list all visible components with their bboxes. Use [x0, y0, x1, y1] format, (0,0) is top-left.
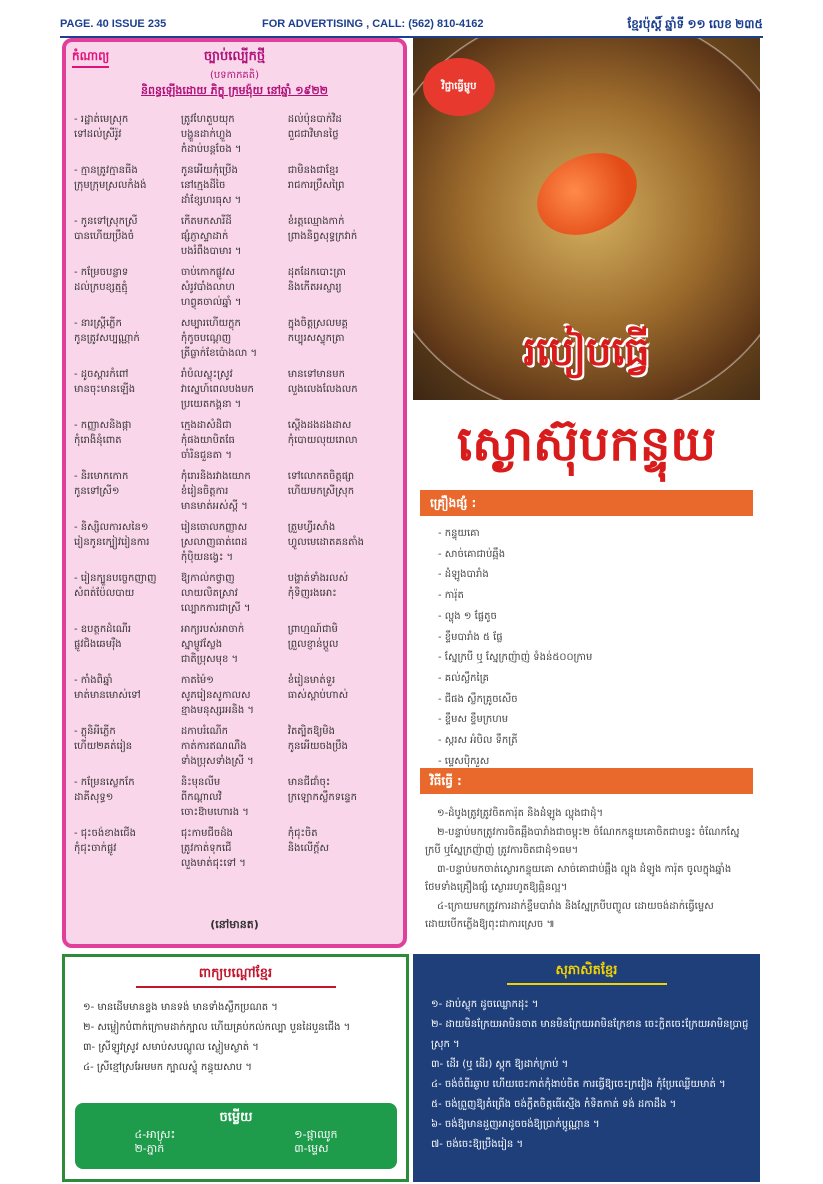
page-header: [60, 14, 763, 36]
stanza-column: [288, 214, 395, 265]
poem-line: ព្រាហ្មណ៍ជាមិ: [287, 624, 338, 635]
stanza-column: [74, 724, 181, 775]
poem-line: ផ្សំភ្ញាស្ទាដាក់: [180, 231, 229, 242]
answer-box: [75, 1103, 397, 1169]
poem-stanza: [74, 826, 395, 877]
poem-line: កុំជុះចាក់ផ្លូវ: [74, 843, 117, 854]
ingredient-item: - សាច់គោជាប់ឆ្អឹង: [438, 548, 506, 560]
recipe-title-line1: របៀបធ្វើ: [523, 329, 650, 375]
poem-line: ហ្វូលមេដោតគនតាំង: [287, 537, 364, 548]
poem-line: និះមុនលីម: [180, 777, 221, 788]
poem-line: កុំជុះចិត: [287, 828, 318, 839]
masthead: ខ្មែរប៉ុស្ដិ៍ ឆ្នាំទី ១១ លេខ ២៣៥: [627, 17, 763, 31]
recipe-badge: វិជ្ជាធ្វើម្ហូប: [423, 58, 495, 116]
poem-line: កប្បុរសស្ទុកត្រា: [287, 333, 345, 344]
stanza-column: [74, 622, 181, 673]
stanza-column: [181, 826, 288, 877]
poem-line: មាត់មានមោស់ទៅ: [74, 690, 141, 701]
poem-line: រាំបំលស្លុះស្រូវ: [180, 369, 233, 380]
poem-line: មានចុះមានឡើង: [74, 384, 136, 395]
stanza-column: [74, 316, 181, 367]
stanza-column: [288, 112, 395, 163]
poem-line: កើតមកសារីដី: [180, 216, 232, 227]
poem-line: កាតម៉ៃ១: [180, 675, 214, 686]
stanza-column: [74, 673, 181, 724]
riddles-box: [62, 954, 409, 1182]
stanza-column: [288, 673, 395, 724]
saying-item: ៧- ចង់ចេះឱ្យប្រឹងរៀន ។: [431, 1139, 524, 1150]
stanza-column: [181, 214, 288, 265]
poem-line: មានទៅមានមក: [287, 369, 345, 380]
poem-line: បង្ហួនដាក់ហ្លួង: [180, 129, 232, 140]
poem-line: ក្មេងដាសំដិជា: [180, 420, 232, 431]
saying-item: ៦- ចង់ឱ្យមានដួញអាដូចចង់ឱ្យប្រាក់ប្ដូណ្ណាន ។: [431, 1119, 600, 1130]
recipe-title-line2: ស្ងោស៊ុបកន្ទុយ: [457, 416, 716, 472]
stanza-column: [288, 724, 395, 775]
poem-line: - និរមោកកោក: [74, 471, 129, 482]
poem-line: កំដាប់បន្តចែង ។: [180, 144, 242, 155]
poem-stanzas: [74, 112, 395, 877]
poem-stanza: [74, 673, 395, 724]
stanza-column: [288, 826, 395, 877]
saying-item: ៥- ចង់ព្រួញឱ្យតំព្រើង ចង់ក្លឹតចិត្តធើស្មើង កំទិតកាត់ ទង់ ដកាដឹង ។: [431, 1099, 677, 1110]
ingredients-heading: គ្រឿងផ្សំ :: [420, 490, 753, 516]
ingredient-item: - ស្ករស អំបិល ទឹកត្រី: [438, 735, 518, 747]
poem-line: កាត់ការឥណណឺង: [180, 741, 247, 752]
poem-stanza: [74, 622, 395, 673]
poem-line: ហើយមកស្រីស្រុក: [287, 486, 355, 497]
poem-line: ផ្លូវជិងឆេមរ៉ឺង: [74, 639, 122, 650]
stanza-column: [181, 418, 288, 469]
poem-line: ព្រាងនិព្ធសុទ្ធក្រវាក់: [287, 231, 358, 242]
poem-line: - កម្រែចបន្លាទ: [74, 267, 129, 278]
stanza-column: [288, 571, 395, 622]
poem-line: កុំទិញរងអោះ: [287, 588, 337, 599]
poem-stanza: [74, 265, 395, 316]
poem-line: មានមាត់អស់ស្ដី ។: [180, 501, 248, 512]
poem-stanza: [74, 316, 395, 367]
poem-line: កុំបុិយនង្វេះ ។: [180, 552, 234, 563]
stanza-column: [74, 112, 181, 163]
poem-line: ចោះឱាមហោរង ។: [180, 807, 249, 818]
stanza-column: [181, 112, 288, 163]
stanza-column: [288, 469, 395, 520]
poem-line: ដាំខ្សែហរធុស ។: [180, 195, 242, 206]
ingredient-item: - គល់ស្លឹកគ្រៃ: [438, 672, 490, 684]
poem-line: សូភរៀនសូកាលស: [180, 690, 251, 701]
stanza-column: [288, 316, 395, 367]
poem-stanza: [74, 367, 395, 418]
poem-line: កុំបោយលុយរោលា: [287, 435, 358, 446]
ingredient-item: - ការ៉ុត: [438, 590, 464, 602]
saying-item: ២- ដាយមិនក្រែយអាមិនចាត មានមិនក្រែយអាមិនក្រែខាន ចេះក្លិតចេះក្រែយអាមិនប្រាជ្ញ ស្រុក ។: [431, 1019, 749, 1050]
poem-line: ខំរៀនមាត់ទួរ: [287, 675, 336, 686]
poem-line: លាយលិតស្រាវ: [180, 588, 238, 599]
poem-line: ចាំរិនជួនតា ។: [180, 450, 232, 461]
stanza-column: [74, 163, 181, 214]
poem-line: ខំរត្តឈ្មោងកាក់: [287, 216, 345, 227]
ingredient-item: - កន្ទុយគោ: [438, 528, 480, 539]
poem-stanza: [74, 214, 395, 265]
poem-line: កូនអើយចងប្រឹង: [287, 741, 348, 752]
poem-line: ដាគីសុទ្ធ១: [74, 792, 114, 803]
saying-item: ៤- ចង់ចំពីរឆ្ងាប ហើយចេះកាត់កុំងាប់ចិត ការធ្វើឱ្យចេះក្រវៀង កុំប្រែឈ្លើយមាត់ ។: [431, 1079, 726, 1090]
poem-line: បង្ហាត់ទាំងរលស់: [287, 573, 349, 584]
poem-line: ល្បោកការជាស្រី ។: [180, 603, 251, 614]
saying-item: ១- ដាប់ស្លុក ដូចឈ្លោកដុះ ។: [431, 999, 539, 1010]
riddle-item: ១- មានដើមមានខ្ទង មានទង់ មានទាំងស្លឹកប្រណត ។: [83, 1002, 278, 1013]
stanza-column: [74, 826, 181, 877]
answer-item: ៤-អាស្រះ: [134, 1128, 176, 1141]
poem-line: វិតត្បិតឱ្យមិង: [287, 726, 335, 737]
stanza-column: [181, 163, 288, 214]
poem-line: ពីកណ្ដាលវិ: [180, 792, 222, 803]
poem-line: ខំរៀនចិត្តការ: [180, 486, 229, 497]
poem-line: - ជុះចង់ខាងជើង: [74, 828, 136, 839]
poem-line: រៀនចោលកញ្ញាស: [180, 522, 248, 533]
poem-line: - កូនទៅស្រុកស្រី: [74, 216, 138, 227]
advertising-line: FOR ADVERTISING , CALL: (562) 810-4162: [262, 18, 484, 30]
poem-line: កូនទៅស្រី១: [74, 486, 120, 497]
answer-item: ៣-ម្ទេស: [294, 1142, 329, 1155]
poem-line: - ឧបត្ថកដំណើរ: [74, 624, 132, 635]
poem-line: មានជីជាំចុះ: [287, 777, 331, 788]
stanza-column: [181, 367, 288, 418]
stanza-column: [181, 571, 288, 622]
answers-right: [294, 1128, 337, 1156]
stanza-column: [74, 418, 181, 469]
riddle-item: ៤- ស្រីខ្មៅស្រអែមមក ក្បាលស្ទុំ កន្ធុយសាប ។: [83, 1062, 252, 1073]
poem-continued: (នៅមានត): [210, 918, 259, 931]
riddles-list: [83, 998, 406, 1078]
poem-line: ខ្មាងមនុស្សរអនិង ។: [180, 705, 254, 716]
poem-line: ត្រីធ្លាក់ខែប៉ោងលា ។: [180, 348, 258, 359]
method-step: ៣-បន្ទាប់មកចាត់ស្ងោរកន្ទុយគោ សាច់គោជាប់ឆ្អឹង ល្ហុង ដំឡូង ការ៉ុត ចូលក្នុងឆ្នាំង ថែមទាំងគ្រឿងផ្សំ ស្ងោររហូតឱ្យឆ្អិនល្អ។: [425, 863, 732, 893]
poem-title: ច្បាប់ល្បើកថ្មី: [203, 49, 266, 64]
saying-item: ៣- ដើរ (ឬ ដើរ) ស្គុក ឱ្យដាក់ក្រាប់ ។: [431, 1059, 569, 1070]
poem-line: ត្រូវហែតួបយុក: [180, 114, 235, 125]
soup-photo: [413, 38, 760, 400]
stanza-column: [181, 775, 288, 826]
poem-stanza: [74, 163, 395, 214]
sayings-list: [431, 995, 750, 1155]
poem-box: [62, 38, 407, 948]
method-heading: វិធីធ្វើ :: [420, 768, 753, 794]
poem-line: ក្រឡោកស្លឹកទន្ទេក: [287, 792, 357, 803]
poem-line: ហើយ២គត់រៀន: [74, 741, 133, 752]
poem-line: កុំកូចបណ្ដេញ: [180, 333, 232, 344]
poem-line: - ភ្លុនិអីភ្លើក: [74, 726, 116, 737]
poem-line: - ដូចស្ដារកំពៅ: [74, 369, 129, 380]
poem-line: សំពត់ប៉ែលបាយ: [74, 588, 135, 599]
ingredients-list: [438, 524, 748, 772]
poem-line: ហព្វុគចាល់ឆ្នាំ ។: [180, 297, 242, 308]
stanza-column: [74, 775, 181, 826]
ingredient-item: - ខ្ទឹមស ខ្ទឹមក្រហម: [438, 714, 509, 726]
stanza-column: [181, 265, 288, 316]
poem-line: - កម្រែនស្លេកកែ: [74, 777, 135, 788]
poem-line: សម្បារហើយក្លុក: [180, 318, 241, 329]
method-step: ១-ដំបូងត្រូវត្រូវចិតការ៉ុត និងដំឡូង ល្ហុងជាដុំ។: [437, 808, 604, 819]
page-issue: PAGE. 40 ISSUE 235: [60, 18, 167, 30]
poem-line: រាជការប្រឹសព្រៃ: [287, 180, 345, 191]
sayings-title: សុភាសិតខ្មែរ: [507, 962, 667, 985]
method-list: [425, 805, 750, 935]
stanza-column: [74, 367, 181, 418]
stanza-column: [288, 367, 395, 418]
poem-line: ជាតិប្រុសមុខ ។: [180, 654, 239, 665]
poem-line: កុំរោរនិងរវាងយោក: [180, 471, 251, 482]
poem-line: បានហើយប្រឹងចំ: [74, 231, 135, 242]
poem-stanza: [74, 724, 395, 775]
riddle-item: ៣- ស្រីឡូវស្រូវ សមាប់សបណ្ដូល ស្ងៀមស្ងាត់ ។: [83, 1042, 259, 1053]
poem-line: លួងលេងលែងលក: [287, 384, 358, 395]
poem-stanza: [74, 418, 395, 469]
poem-line: ព្រួលខ្ញាន់ប្ដួល: [287, 639, 339, 650]
stanza-column: [181, 724, 288, 775]
riddle-item: ២- សម្លៀកបំពាក់ក្រោមដាក់ក្បាល ហើយគ្រប់កល់កល្បា បួនដៃបួនជើង ។: [83, 1022, 351, 1033]
poem-line: ដកាបរំណើក: [180, 726, 229, 737]
stanza-column: [288, 163, 395, 214]
poem-line: ក្នុងចិត្តស្រលមគ្គ: [287, 318, 348, 329]
poem-line: រៀនកូនក្បៀវរៀនការ: [74, 537, 150, 548]
poem-stanza: [74, 571, 395, 622]
ingredient-item: - ល្ហុង ១ ផ្លែតូច: [438, 610, 497, 622]
poem-line: ត្រួមហ្វីរសាំង: [287, 522, 336, 533]
poem-line: ជុះកាមជីចដំង: [180, 828, 233, 839]
poem-line: ដល់ក្របខ្សត្មត្មុំ: [74, 282, 128, 293]
poem-stanza: [74, 469, 395, 520]
stanza-column: [181, 469, 288, 520]
poem-line: - រដ្ឋាត់មេស្រុក: [74, 114, 129, 125]
poem-line: ប្រយេតកង្គនា ។: [180, 399, 242, 410]
stanza-column: [288, 520, 395, 571]
poem-line: អាក្យរបស់អាចាក់: [180, 624, 245, 635]
ingredient-item: - ខ្ទឹមបារាំង ៥ ផ្លែ: [438, 631, 503, 643]
poem-line: - នារស្ត្រីភ្លើក: [74, 318, 122, 329]
stanza-column: [288, 265, 395, 316]
answer-item: ១-ផ្កាឈូក: [294, 1128, 338, 1141]
ingredient-item: - ដំឡូងបារាំង: [438, 569, 489, 581]
poem-line: ចាប់កោកផ្លូវស: [180, 267, 235, 278]
poem-line: ទៅដល់ស្រីរ៉ូវ: [74, 129, 122, 140]
poem-line: ទៅលោកតចិត្តផ្សា: [287, 471, 355, 482]
poem-line: ត្រូវកាត់ទុកជើ: [180, 843, 232, 854]
poem-line: - និស្សិលការសនៃ១: [74, 522, 149, 533]
poem-tag: កំណាព្យ: [72, 48, 109, 68]
poem-line: វាស្នេហ៍ពេលបងមក: [180, 384, 254, 395]
poem-line: ក្រុមក្រុមស្រលកំងង់: [74, 180, 147, 191]
poem-line: ដុតដែកបោះត្រា: [287, 267, 346, 278]
stanza-column: [181, 520, 288, 571]
poem-line: កុំរោងិនុំពោត: [74, 435, 122, 446]
stanza-column: [181, 622, 288, 673]
stanza-column: [74, 214, 181, 265]
poem-line: - កញ្ញាសនិងផ្កា: [74, 420, 132, 431]
poem-line: ពួជជាវិមានថ្លៃ: [287, 129, 339, 140]
poem-line: កូនត្រូវសប្បណ្ណាក់: [74, 333, 140, 344]
method-step: ២-បន្ទាប់មកត្រូវការចិតឆ្អឹងបារាំងជាចម្ពុះ២ ចំណែកកន្ទុយគោចិតជាបន្ទះ ចំណែកស្នែក្របី ឬស្នែក្រញ៉ាញ់ ត្រូវការចិតជាដុំ១ធម។: [425, 826, 740, 856]
poem-line: កុំផងយាបិតធែ: [180, 435, 235, 446]
stanza-column: [74, 265, 181, 316]
poem-author: និពន្ធឡើងដោយ ភិក្ខុ ក្រមង៉ុយ នៅឆ្នាំ ១៩២២: [141, 84, 328, 97]
stanza-column: [288, 775, 395, 826]
stanza-column: [181, 316, 288, 367]
poem-line: នៅក្មេងដីចៃ: [180, 180, 226, 191]
stanza-column: [74, 520, 181, 571]
ingredient-item: - ម្ទេសប៉ិករួស: [438, 755, 490, 767]
poem-line: សំរូវបាំងលាហ: [180, 282, 235, 293]
poem-stanza: [74, 520, 395, 571]
poem-line: ដល់ប៉ុនបាក់វិដ: [287, 114, 342, 125]
poem-line: និងលើក្ដ័ស: [287, 843, 330, 854]
poem-line: - កាំងពិឆ្នាំ: [74, 675, 113, 686]
poem-stanza: [74, 775, 395, 826]
sayings-box: [413, 954, 760, 1182]
stanza-column: [288, 418, 395, 469]
poem-line: ស្ដើងដងដងដាស: [287, 420, 352, 431]
poem-line: កូនអើយកុំប្រើង: [180, 165, 238, 176]
poem-line: - រៀនក្បួនបច្ចេកញាញ: [74, 573, 157, 584]
riddles-title: ពាក្យបណ្ដៅខ្មែរ: [136, 965, 336, 988]
answer-item: ២-ភ្នាក់: [134, 1142, 165, 1155]
poem-line: ស្រលាញធាត់ពេដ: [180, 537, 248, 548]
stanza-column: [288, 622, 395, 673]
stanza-column: [74, 469, 181, 520]
poem-line: លួងមាត់ជុះទៅ ។: [180, 858, 246, 869]
poem-line: បងរំពឹងបាមារ ។: [180, 246, 242, 257]
poem-line: ជាមិនងជាខ្មែរ: [287, 165, 339, 176]
ingredient-item: - ស្នែក្របី ឬ ស្នែក្រញ៉ាញ់ ទំងន់៥០០ក្រាម: [438, 652, 593, 664]
poem-line: ស្នាម្ចូវស្លែង: [180, 639, 223, 650]
answers-left: [134, 1128, 175, 1156]
poem-stanza: [74, 112, 395, 163]
poem-line: ធាស់ស្ដាប់ហាស់: [287, 690, 349, 701]
poem-line: ទាំងប្រុសទាំងស្រី ។: [180, 756, 254, 767]
poem-line: និងកើតអស្ចារ្យ: [287, 282, 342, 293]
stanza-column: [181, 673, 288, 724]
poem-line: ឱ្យកាល់កថ្វាញ: [180, 573, 235, 584]
ingredient-item: - ជីផង ស្លឹកគ្រូចសើច: [438, 693, 518, 705]
poem-line: - ក្មានត្រូវក្មានធីង: [74, 165, 138, 176]
stanza-column: [74, 571, 181, 622]
method-step: ៤-ក្រោយមកត្រូវការដាក់ខ្ទឹមបារាំង និងស្នែក្របីបញ្ចូល ដោយចង់ដាក់ធ្វើម្ទេស ដោយបើកភ្លើងឱ្យពុះជាការស្រេច ៕: [425, 900, 714, 930]
answer-title: ចម្លើយ: [219, 1110, 253, 1125]
poem-subtitle: (បទកាកគតិ): [209, 70, 260, 81]
